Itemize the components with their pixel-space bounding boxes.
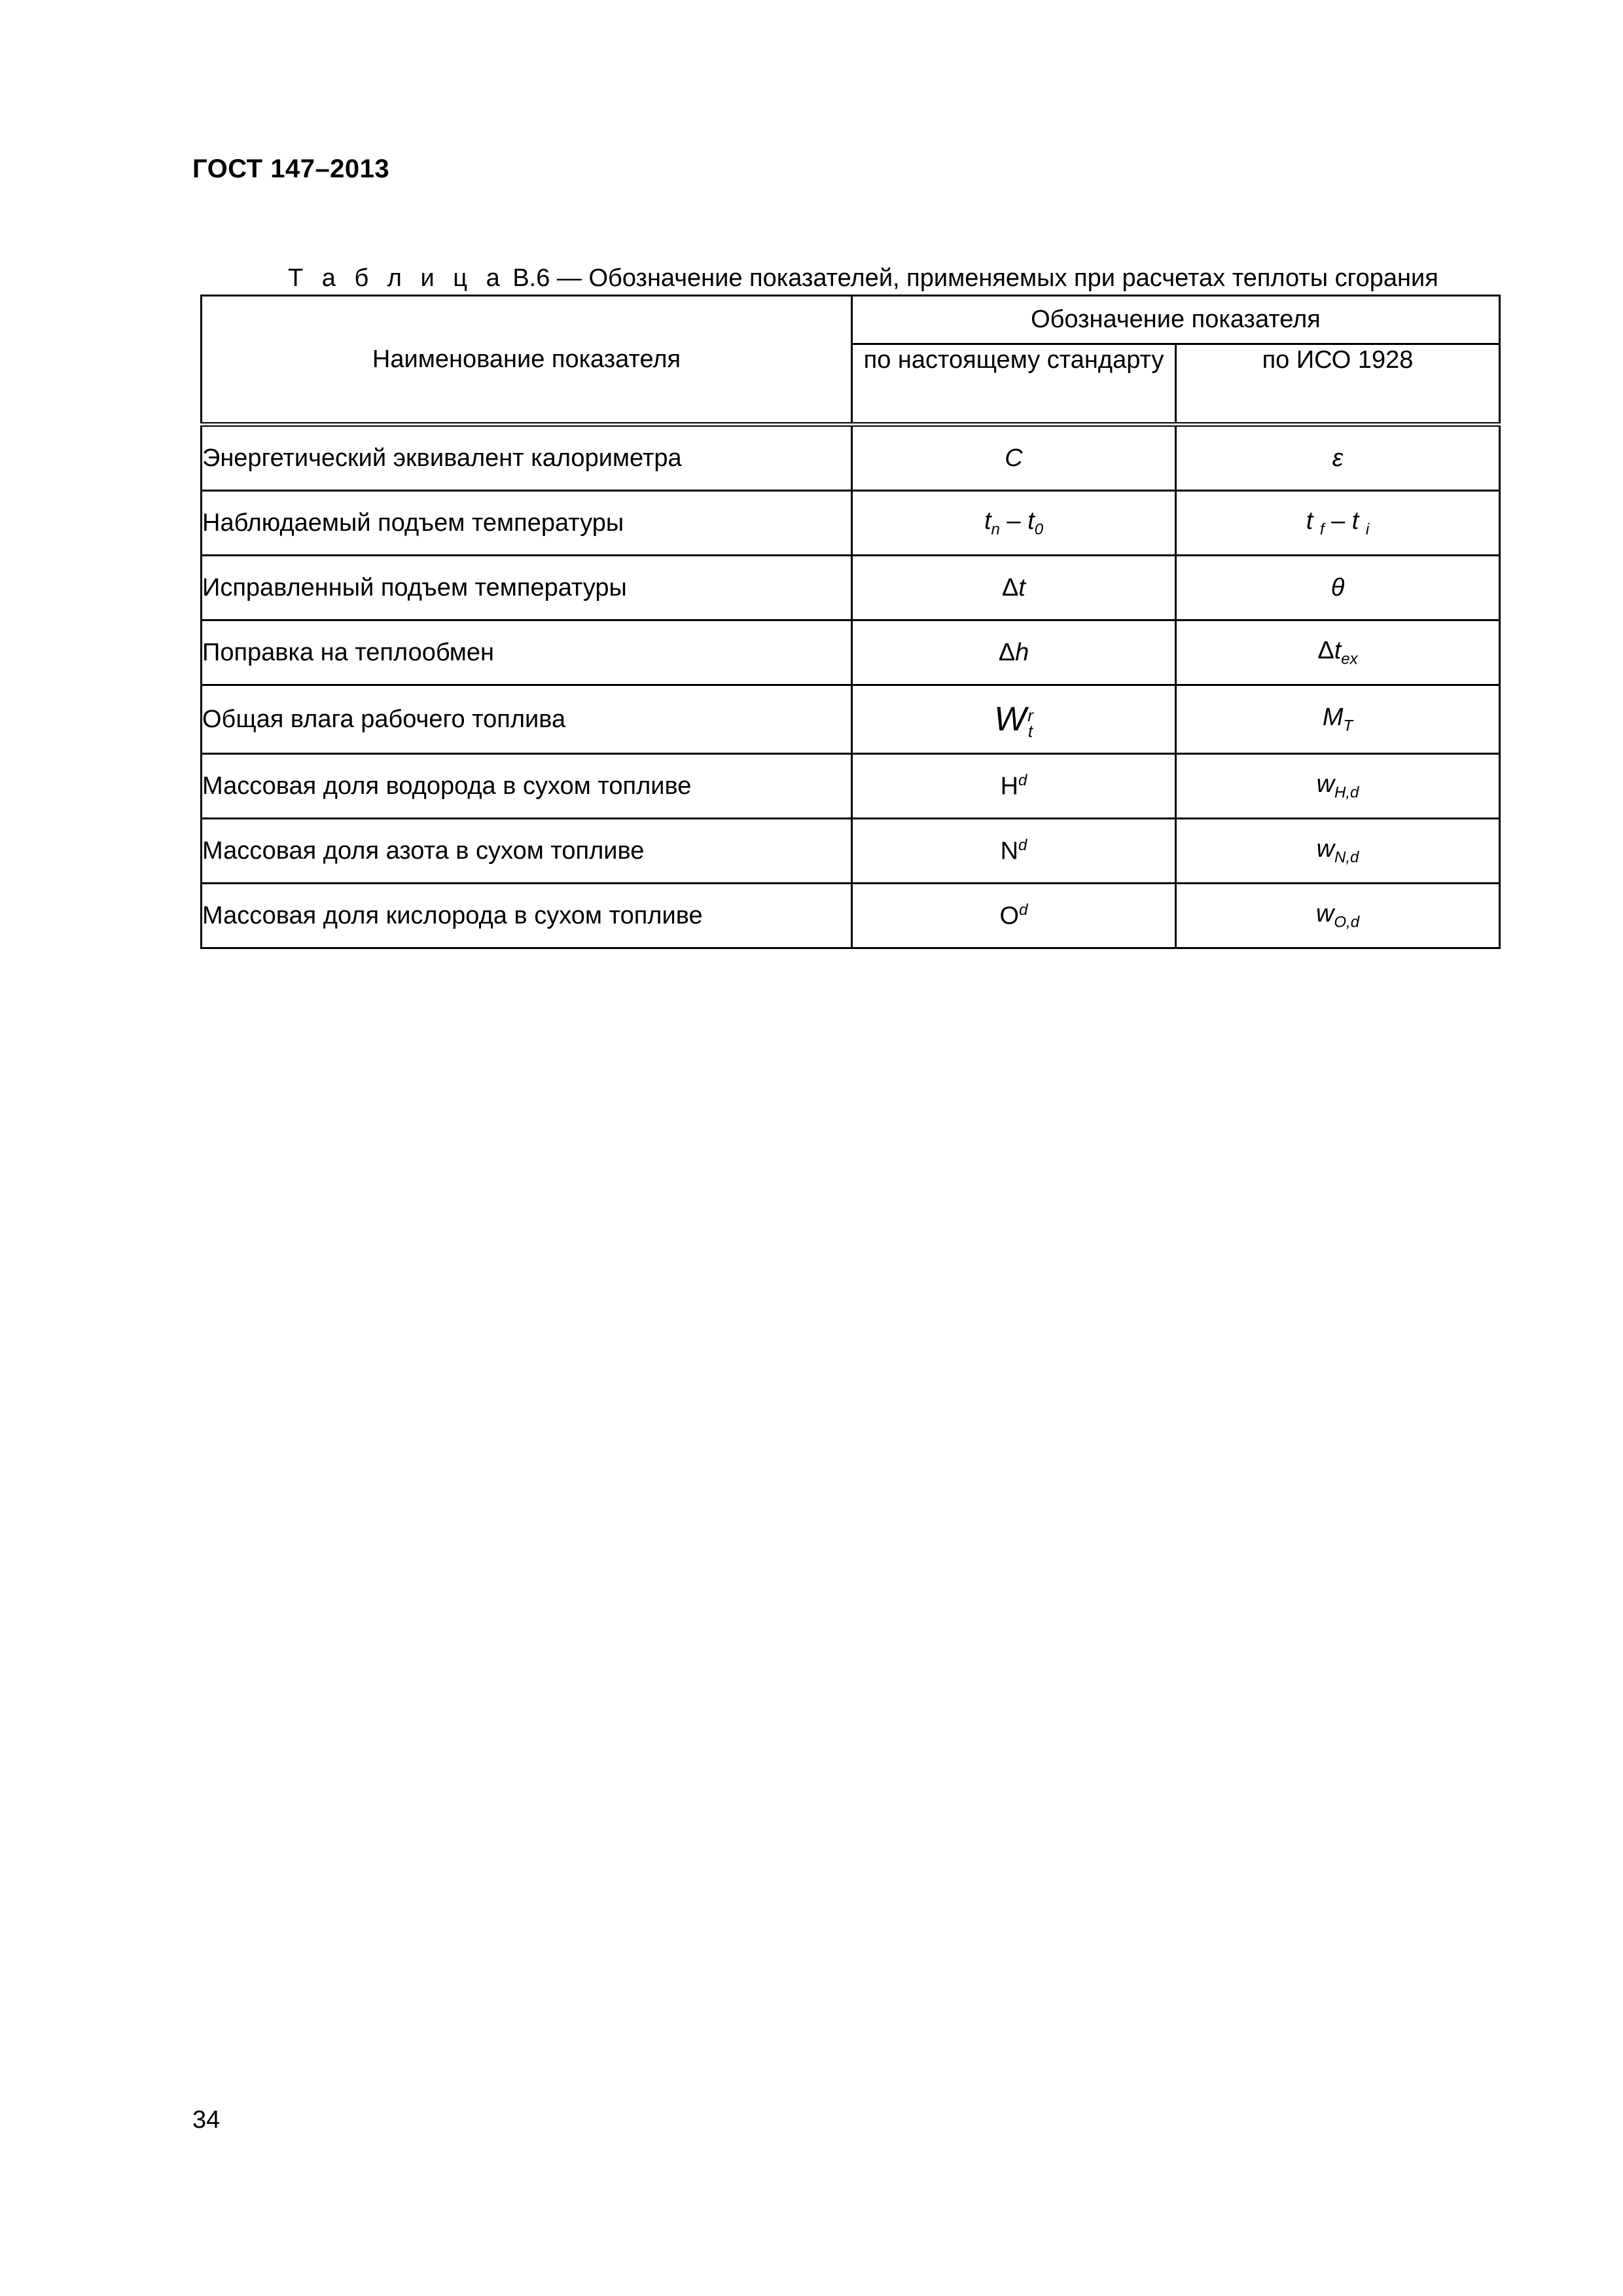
table-row: [202, 425, 1500, 491]
symbol-iso: t $_f$ – t $_i$: [1176, 491, 1500, 556]
table-row: [202, 884, 1500, 948]
indicator-name: Массовая доля водорода в сухом топливе: [202, 754, 852, 819]
header-indicator-name: Наименование показателя: [202, 296, 852, 425]
document-header: ГОСТ 147–2013: [192, 154, 390, 183]
indicator-name: Общая влага рабочего топлива: [202, 685, 852, 754]
symbol-standard: $O^d$: [852, 884, 1176, 948]
indicator-name: Энергетический эквивалент калориметра: [202, 425, 852, 491]
symbol-standard: $t_n - t_0$: [852, 491, 1176, 556]
symbol-iso: $M_T$: [1176, 685, 1500, 754]
symbol-iso: ε: [1176, 425, 1500, 491]
indicator-name: Поправка на теплообмен: [202, 620, 852, 685]
header-iso-1928: по ИСО 1928: [1176, 344, 1500, 425]
header-this-standard: по настоящему стандарту: [852, 344, 1176, 425]
caption-label: Т а б л и ц а: [288, 264, 506, 292]
table-caption: [288, 264, 1438, 293]
symbol-standard: W r t: [852, 685, 1176, 754]
table-row: [202, 819, 1500, 884]
symbol-standard: C: [852, 425, 1176, 491]
indicator-name: Наблюдаемый подъем температуры: [202, 491, 852, 556]
indicator-name: Массовая доля кислорода в сухом топливе: [202, 884, 852, 948]
header-designation: Обозначение показателя: [852, 296, 1500, 344]
symbol-standard: $N^d$: [852, 819, 1176, 884]
caption-text: — Обозначение показателей, применяемых при расчетах теплоты сгорания: [550, 264, 1438, 292]
table-row: [202, 685, 1500, 754]
symbol-iso: $\Delta t_{ex}$: [1176, 620, 1500, 685]
table-row: [202, 620, 1500, 685]
symbol-standard: Δh: [852, 620, 1176, 685]
symbol-iso: $w_{O,d}$: [1176, 884, 1500, 948]
indicators-table: [200, 295, 1501, 949]
table-row: [202, 491, 1500, 556]
indicator-name: Исправленный подъем температуры: [202, 556, 852, 620]
symbol-iso: $w_{N,d}$: [1176, 819, 1500, 884]
symbol-iso: θ: [1176, 556, 1500, 620]
caption-number: В.6: [512, 264, 550, 292]
table-row: [202, 556, 1500, 620]
symbol-standard: $H^d$: [852, 754, 1176, 819]
indicator-name: Массовая доля азота в сухом топливе: [202, 819, 852, 884]
page-number: 34: [192, 2106, 221, 2134]
symbol-standard: Δt: [852, 556, 1176, 620]
table-row: [202, 754, 1500, 819]
symbol-iso: $w_{H,d}$: [1176, 754, 1500, 819]
